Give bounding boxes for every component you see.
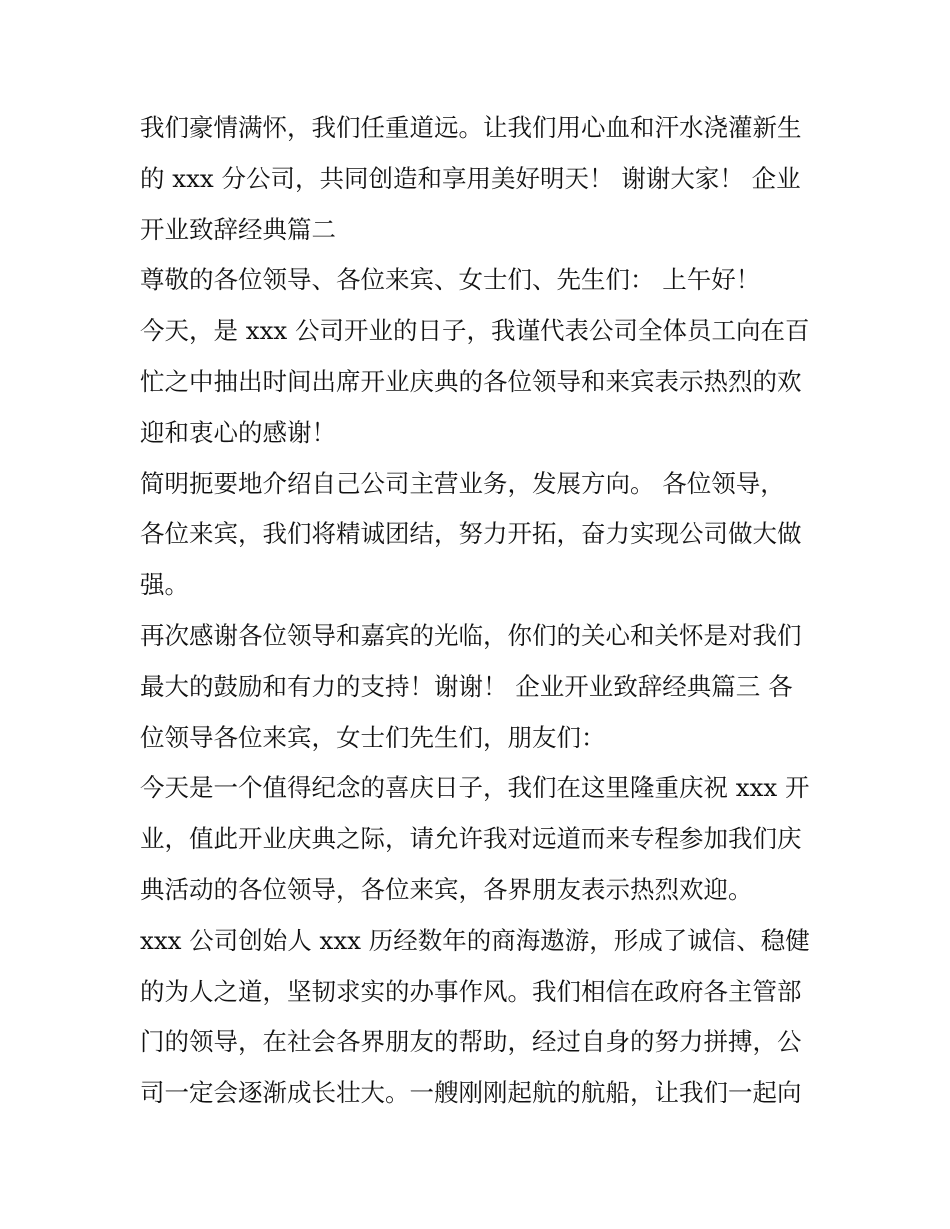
text-line: 简明扼要地介绍自己公司主营业务，发展方向。 各位领导，	[140, 468, 785, 498]
text-line: 的 xxx 分公司，共同创造和享用美好明天！ 谢谢大家！ 企业	[140, 163, 801, 193]
text-line: 强。	[140, 570, 189, 600]
text-line: 最大的鼓励和有力的支持！谢谢！ 企业开业致辞经典篇三 各	[140, 671, 793, 701]
text-line: 各位来宾，我们将精诚团结，努力开拓，奋力实现公司做大做	[140, 519, 802, 549]
text-line: 的为人之道，坚韧求实的办事作风。我们相信在政府各主管部	[140, 976, 802, 1006]
text-line: xxx 公司创始人 xxx 历经数年的商海遨游，形成了诚信、稳健	[140, 925, 810, 955]
text-line: 位领导各位来宾，女士们先生们，朋友们：	[140, 722, 606, 752]
text-line: 我们豪情满怀，我们任重道远。让我们用心血和汗水浇灌新生	[140, 113, 802, 142]
text-line: 业，值此开业庆典之际，请允许我对远道而来专程参加我们庆	[140, 824, 802, 854]
text-line: 忙之中抽出时间出席开业庆典的各位领导和来宾表示热烈的欢	[140, 366, 802, 396]
text-line: 门的领导，在社会各界朋友的帮助，经过自身的努力拼搏，公	[140, 1027, 802, 1057]
text-line: 典活动的各位领导，各位来宾，各界朋友表示热烈欢迎。	[140, 874, 753, 904]
text-line: 今天是一个值得纪念的喜庆日子，我们在这里隆重庆祝 xxx 开	[140, 773, 810, 803]
text-line: 尊敬的各位领导、各位来宾、女士们、先生们： 上午好！	[140, 265, 761, 295]
text-line: 迎和衷心的感谢！	[140, 417, 336, 447]
text-line: 开业致辞经典篇二	[140, 214, 336, 244]
text-line: 再次感谢各位领导和嘉宾的光临，你们的关心和关怀是对我们	[140, 620, 802, 650]
text-line: 今天，是 xxx 公司开业的日子，我谨代表公司全体员工向在百	[140, 316, 810, 346]
body-text	[140, 103, 820, 1119]
text-line: 司一定会逐渐成长壮大。一艘刚刚起航的航船，让我们一起向	[140, 1078, 802, 1108]
